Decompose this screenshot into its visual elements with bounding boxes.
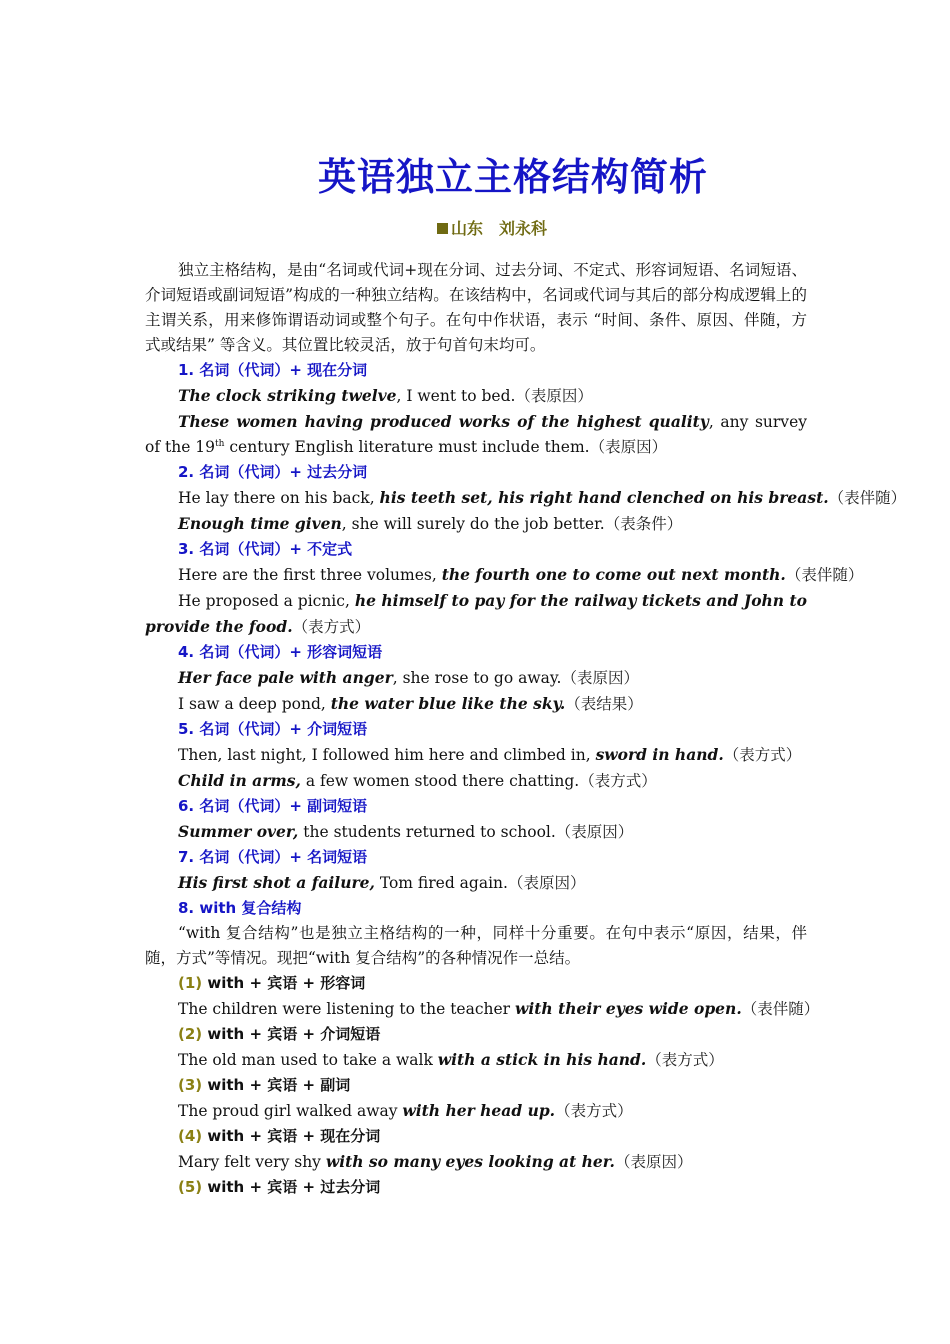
section-heading-3: 3. 名词（代词）+ 不定式 [178, 540, 353, 558]
section-heading-2: 2. 名词（代词）+ 过去分词 [178, 463, 368, 481]
with-item-3-example: The proud girl walked away with her head up.（表方式） [178, 1101, 633, 1120]
example-2-2: Enough time given, she will surely do the job better.（表条件） [178, 514, 683, 533]
with-item-1-heading: (1) with + 宾语 + 形容词 [178, 974, 366, 992]
with-structure-intro: “with 复合结构”也是独立主格结构的一种，同样十分重要。在句中表示“原因，结果，伴随，方式”等情况。现把“with 复合结构”的各种情况作一总结。 [145, 924, 807, 967]
with-item-2-example: The old man used to take a walk with a stick in his hand.（表方式） [178, 1050, 724, 1069]
document-body [145, 258, 907, 1200]
example-5-1: Then, last night, I followed him here and climbed in, sword in hand.（表方式） [178, 745, 802, 764]
section-heading-7: 7. 名词（代词）+ 名词短语 [178, 848, 368, 866]
document-title: 英语独立主格结构简析 [317, 154, 708, 199]
example-3-2: He proposed a picnic, he himself to pay for the railway tickets and John to provide the food.（表方式） [145, 591, 807, 636]
example-7-1: His first shot a failure, Tom fired again.（表原因） [178, 873, 586, 892]
section-heading-1: 1. 名词（代词）+ 现在分词 [178, 361, 368, 379]
example-4-2: I saw a deep pond, the water blue like the sky.（表结果） [178, 694, 643, 713]
example-6-1: Summer over, the students returned to school.（表原因） [178, 822, 634, 841]
example-3-1: Here are the first three volumes, the fourth one to come out next month.（表伴随） [178, 565, 864, 584]
example-2-1: He lay there on his back, his teeth set, his right hand clenched on his breast.（表伴随） [178, 488, 907, 507]
square-bullet-icon [437, 223, 448, 234]
example-1-1: The clock striking twelve, I went to bed.（表原因） [178, 386, 593, 405]
section-heading-8: 8. with 复合结构 [178, 899, 302, 917]
section-heading-6: 6. 名词（代词）+ 副词短语 [178, 797, 368, 815]
with-item-3-heading: (3) with + 宾语 + 副词 [178, 1076, 351, 1094]
with-item-1-example: The children were listening to the teacher with their eyes wide open.（表伴随） [178, 999, 820, 1018]
example-1-2: These women having produced works of the highest quality, any survey of the 19th century English literature must include them.（表原因） [145, 412, 807, 456]
with-item-4-example: Mary felt very shy with so many eyes looking at her.（表原因） [178, 1152, 693, 1171]
example-5-2: Child in arms, a few women stood there chatting.（表方式） [178, 771, 657, 790]
example-4-1: Her face pale with anger, she rose to go away.（表原因） [178, 668, 639, 687]
with-item-2-heading: (2) with + 宾语 + 介词短语 [178, 1025, 381, 1043]
intro-paragraph: 独立主格结构，是由“名词或代词+现在分词、过去分词、不定式、形容词短语、名词短语、介词短语或副词短语”构成的一种独立结构。在该结构中，名词或代词与其后的部分构成逻辑上的主谓关系，用来修饰谓语动词或整个句子。在句中作状语，表示 “时间、条件、原因、伴随，方式或结果” 等含义。其位置比较灵活，放于句首句末均可。 [145, 261, 807, 354]
section-heading-4: 4. 名词（代词）+ 形容词短语 [178, 643, 383, 661]
with-item-4-heading: (4) with + 宾语 + 现在分词 [178, 1127, 381, 1145]
author-line [0, 216, 950, 239]
with-item-5-heading: (5) with + 宾语 + 过去分词 [178, 1178, 381, 1196]
author-name: 山东 刘永科 [450, 219, 547, 238]
section-heading-5: 5. 名词（代词）+ 介词短语 [178, 720, 368, 738]
